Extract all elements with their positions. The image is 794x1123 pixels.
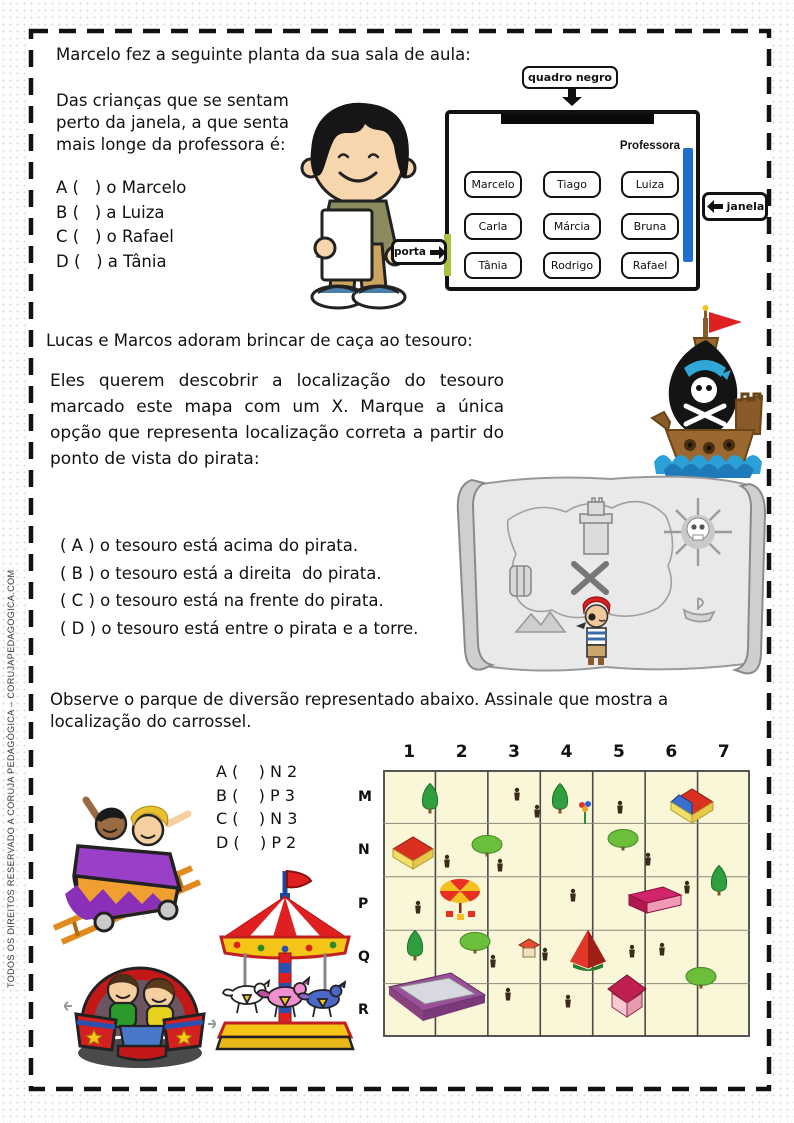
park-column-label: 3 <box>508 742 520 762</box>
pirate-ship-clipart <box>640 302 775 480</box>
park-item-person <box>496 857 504 876</box>
right-arrow-icon <box>430 246 444 259</box>
park-row-label: Q <box>358 948 370 965</box>
roller-coaster-clipart <box>52 788 202 948</box>
park-column-label: 1 <box>403 742 416 762</box>
window-label: janela <box>702 192 768 221</box>
q3-option-c[interactable]: C ( ) N 3 <box>216 809 298 828</box>
window-bar <box>683 148 693 262</box>
desk-rafael: Rafael <box>621 252 679 279</box>
park-item-bush <box>459 932 491 959</box>
q2-title: Lucas e Marcos adoram brincar de caça ao tesouro: <box>46 331 473 350</box>
park-column-label: 6 <box>665 742 678 762</box>
q2-prompt: Eles querem descobrir a localização do tesouro marcado este mapa com um X. Marque a única opção que representa localização correta a partir do ponto de vista do pirata: <box>50 371 504 469</box>
park-item-tree <box>405 930 425 965</box>
park-item-person <box>644 851 652 870</box>
q3-option-d[interactable]: D ( ) P 2 <box>216 832 297 852</box>
park-item-kiosk <box>517 937 541 963</box>
park-row-label: N <box>358 842 370 859</box>
park-item-carousel <box>437 877 483 929</box>
classroom-diagram <box>445 110 700 291</box>
q3-option-a[interactable]: A ( ) N 2 <box>216 762 298 781</box>
left-arrow-icon <box>706 200 723 213</box>
park-item-house2 <box>667 787 717 829</box>
blackboard-bar <box>501 114 654 124</box>
q1-option-b[interactable]: B ( ) a Luiza <box>56 202 165 222</box>
park-item-pool <box>387 971 487 1027</box>
copyright-text: TODOS OS DIREITOS RESERVADO A CORUJA PEDAGÓGICA – CORUJAPEDAGOGICA.COM <box>6 569 16 988</box>
park-item-tent <box>568 928 608 977</box>
park-item-person <box>489 953 497 972</box>
down-arrow-icon <box>561 89 583 107</box>
desk-bruna: Bruna <box>621 213 679 240</box>
desk-tiago: Tiago <box>543 171 601 198</box>
q2-option-a[interactable]: ( A ) o tesouro está acima do pirata. <box>60 536 359 555</box>
park-row-label: P <box>358 895 369 912</box>
q1-option-a[interactable]: A ( ) o Marcelo <box>56 178 187 197</box>
park-item-person <box>414 899 422 918</box>
park-column-label: 2 <box>455 742 468 762</box>
park-item-person <box>569 887 577 906</box>
desk-marcia: Márcia <box>543 213 601 240</box>
park-item-person <box>658 941 666 960</box>
desk-carla: Carla <box>464 213 522 240</box>
park-item-tree <box>550 783 570 818</box>
q1-option-c[interactable]: C ( ) o Rafael <box>56 227 174 246</box>
park-item-person <box>628 943 636 962</box>
blackboard-label: quadro negro <box>522 66 618 89</box>
park-item-bush <box>685 967 717 994</box>
q2-option-d[interactable]: ( D ) o tesouro está entre o pirata e a torre. <box>60 618 419 638</box>
park-row-label: M <box>358 788 372 805</box>
desk-marcelo: Marcelo <box>464 171 522 198</box>
park-item-bush <box>607 829 639 856</box>
boy-clipart <box>282 94 434 314</box>
q1-option-d[interactable]: D ( ) a Tânia <box>56 251 167 271</box>
q1-prompt-line: Das crianças que se sentam <box>56 91 289 110</box>
park-column-label: 4 <box>560 742 573 762</box>
q1-options <box>56 176 186 274</box>
q1-title: Marcelo fez a seguinte planta da sua sala de aula: <box>56 45 471 64</box>
park-item-bldgpink <box>627 885 683 919</box>
desk-rodrigo: Rodrigo <box>543 252 601 279</box>
park-item-tree <box>709 865 729 900</box>
q3-prompt: Observe o parque de diversão representado abaixo. Assinale que mostra a localização do carrossel. <box>50 690 669 731</box>
park-item-person <box>683 879 691 898</box>
desk-tania: Tânia <box>464 252 522 279</box>
park-item-person <box>533 803 541 822</box>
park-column-label: 5 <box>613 742 625 762</box>
park-item-person <box>443 853 451 872</box>
park-item-person <box>513 786 521 805</box>
park-item-house <box>389 835 437 875</box>
park-item-flowers <box>577 800 593 830</box>
park-item-tree <box>420 783 440 818</box>
treasure-map-clipart <box>446 458 776 680</box>
q1-prompt-line: mais longe da professora é: <box>56 135 286 154</box>
q3-option-b[interactable]: B ( ) P 3 <box>216 785 295 805</box>
park-item-person <box>541 946 549 965</box>
park-item-housepink <box>606 973 648 1023</box>
q3-options <box>216 760 297 854</box>
park-item-person <box>616 799 624 818</box>
q1-prompt <box>56 90 289 156</box>
q2-options <box>60 532 418 642</box>
door-label: porta <box>391 239 447 265</box>
q2-option-b[interactable]: ( B ) o tesouro está a direita do pirata. <box>60 563 382 583</box>
park-item-person <box>564 993 572 1012</box>
q1-prompt-line: perto da janela, a que senta <box>56 113 290 132</box>
park-item-person <box>504 986 512 1005</box>
q2-option-c[interactable]: ( C ) o tesouro está na frente do pirata. <box>60 591 384 610</box>
spinning-ride-clipart <box>60 942 220 1072</box>
desk-luiza: Luiza <box>621 171 679 198</box>
carousel-clipart <box>215 865 355 1060</box>
park-row-label: R <box>358 1002 369 1019</box>
teacher-label: Professora <box>619 140 680 152</box>
park-column-label: 7 <box>717 742 730 762</box>
